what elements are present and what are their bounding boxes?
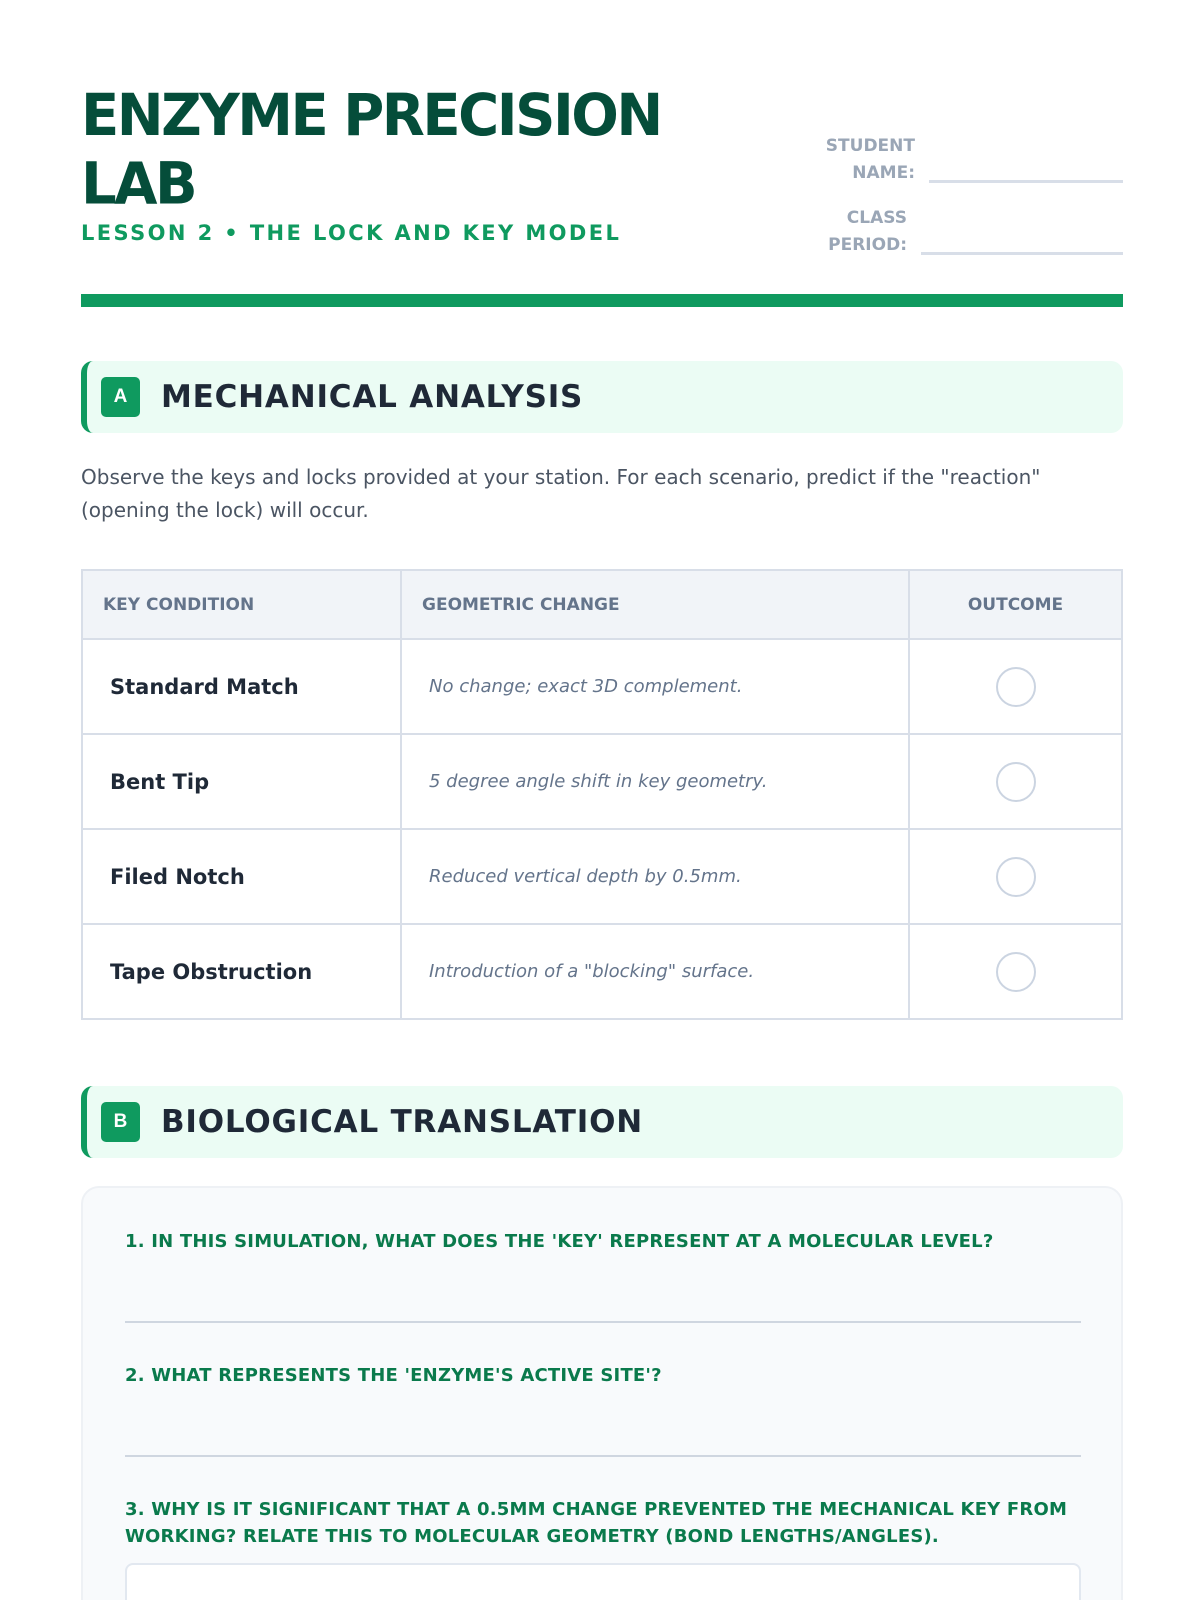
geometric-change-cell: Reduced vertical depth by 0.5mm. bbox=[401, 829, 909, 924]
question-3: 3. WHY IS IT SIGNIFICANT THAT A 0.5MM CHANGE PREVENTED THE MECHANICAL KEY FROM WORKING? RELATE THIS TO MOLECULAR GEOMETRY (BOND LENGTHS/ANGLES). bbox=[125, 1499, 1068, 1547]
worksheet-header bbox=[81, 0, 1123, 307]
outcome-cell bbox=[909, 734, 1122, 829]
student-name-input-line[interactable] bbox=[929, 180, 1123, 183]
column-header-outcome: OUTCOME bbox=[909, 570, 1122, 639]
section-a-title: MECHANICAL ANALYSIS bbox=[161, 379, 584, 415]
page-title: ENZYME PRECISION LAB bbox=[81, 82, 661, 219]
outcome-radio[interactable] bbox=[996, 762, 1036, 802]
answer-line-1[interactable] bbox=[125, 1321, 1081, 1323]
student-name-field bbox=[737, 133, 1123, 187]
answer-box-3[interactable] bbox=[125, 1563, 1081, 1600]
lesson-subtitle: LESSON 2 • THE LOCK AND KEY MODEL bbox=[81, 221, 622, 245]
outcome-radio[interactable] bbox=[996, 952, 1036, 992]
section-a-badge: A bbox=[101, 377, 140, 417]
column-header-key-condition: KEY CONDITION bbox=[82, 570, 401, 639]
outcome-radio[interactable] bbox=[996, 857, 1036, 897]
table-row bbox=[82, 924, 1122, 1019]
key-condition-cell: Standard Match bbox=[82, 639, 401, 734]
questions-panel bbox=[81, 1186, 1123, 1600]
section-a-header bbox=[81, 361, 1123, 433]
question-1: 1. IN THIS SIMULATION, WHAT DOES THE 'KEY' REPRESENT AT A MOLECULAR LEVEL? bbox=[125, 1231, 994, 1252]
answer-line-2[interactable] bbox=[125, 1455, 1081, 1457]
class-period-label: CLASS PERIOD: bbox=[828, 208, 907, 255]
geometric-change-cell: 5 degree angle shift in key geometry. bbox=[401, 734, 909, 829]
column-header-geometric-change: GEOMETRIC CHANGE bbox=[401, 570, 909, 639]
geometric-change-cell: Introduction of a "blocking" surface. bbox=[401, 924, 909, 1019]
class-period-input-line[interactable] bbox=[921, 252, 1123, 255]
table-row bbox=[82, 734, 1122, 829]
section-b-header bbox=[81, 1086, 1123, 1158]
outcome-radio[interactable] bbox=[996, 667, 1036, 707]
student-name-label: STUDENT NAME: bbox=[825, 136, 915, 183]
worksheet-page bbox=[81, 0, 1123, 1547]
question-2: 2. WHAT REPRESENTS THE 'ENZYME'S ACTIVE SITE'? bbox=[125, 1365, 662, 1386]
outcome-cell bbox=[909, 924, 1122, 1019]
key-condition-table bbox=[81, 569, 1123, 1020]
header-divider bbox=[81, 294, 1123, 307]
key-condition-cell: Tape Obstruction bbox=[82, 924, 401, 1019]
outcome-cell bbox=[909, 639, 1122, 734]
table-row bbox=[82, 639, 1122, 734]
outcome-cell bbox=[909, 829, 1122, 924]
section-a-instructions: Observe the keys and locks provided at your station. For each scenario, predict if the "reaction" (opening the lock) will occur. bbox=[81, 465, 1041, 522]
key-condition-cell: Bent Tip bbox=[82, 734, 401, 829]
class-period-field bbox=[737, 205, 1123, 259]
table-header-row bbox=[82, 570, 1122, 639]
section-b-title: BIOLOGICAL TRANSLATION bbox=[161, 1104, 643, 1140]
student-info-fields bbox=[737, 133, 1123, 277]
table-row bbox=[82, 829, 1122, 924]
geometric-change-cell: No change; exact 3D complement. bbox=[401, 639, 909, 734]
section-b-badge: B bbox=[101, 1102, 140, 1142]
key-condition-cell: Filed Notch bbox=[82, 829, 401, 924]
